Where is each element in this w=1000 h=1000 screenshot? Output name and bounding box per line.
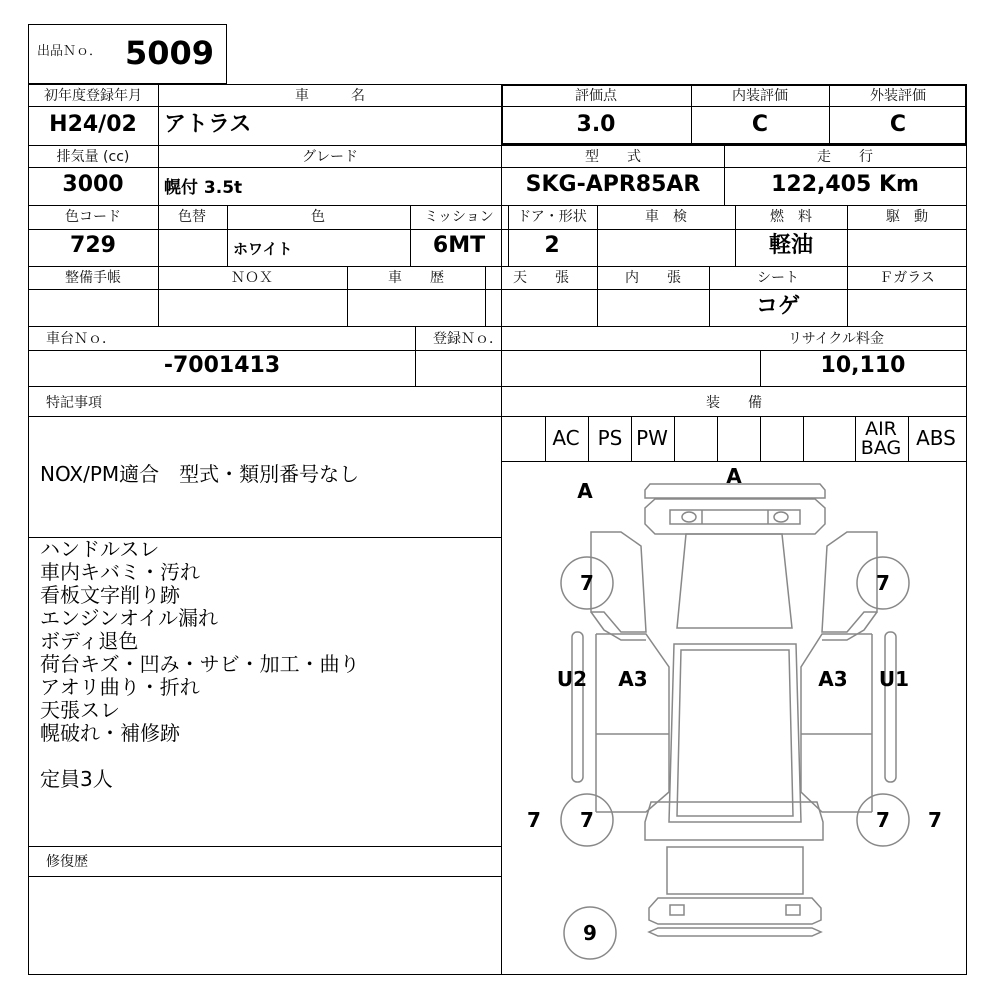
damage-mark: A3 [818, 667, 848, 691]
inspection-label: 車 検 [645, 209, 687, 225]
equipment-airbag: AIR BAG [860, 418, 902, 459]
repair-label: 修復歴 [46, 854, 88, 870]
remarks-line: NOX/PM適合 型式・類別番号なし [40, 462, 360, 486]
first-reg-value: H24/02 [49, 112, 137, 137]
door-label: ドア・形状 [517, 209, 587, 225]
fuel-value: 軽油 [768, 233, 814, 258]
nox-label: ＮＯＸ [231, 270, 273, 286]
chassis-label: 車台Ｎｏ． [46, 331, 116, 347]
equipment-pw: PW [636, 426, 668, 450]
remarks-notes: ハンドルスレ 車内キバミ・汚れ 看板文字削り跡 エンジンオイル漏れ ボディ退色 荷台キズ・凹み・サビ・加工・曲り アオリ曲り・折れ 天張スレ 幌破れ・補修跡 定員3人 [40, 537, 360, 791]
mission-value: 6MT [432, 233, 486, 258]
damage-mark: 7 [876, 808, 890, 832]
equipment-ac: AC [552, 426, 580, 450]
recycle-label: リサイクル料金 [787, 331, 885, 347]
grade-label: グレード [302, 149, 358, 165]
color-code-value: 729 [70, 233, 116, 258]
recycle-value: 10,110 [820, 353, 906, 378]
fglass-label: Ｆガラス [879, 270, 935, 286]
exterior-label: 外装評価 [870, 88, 926, 104]
car-name-value: アトラス [164, 112, 252, 137]
damage-mark: 9 [583, 921, 597, 945]
model-value: SKG-APR85AR [525, 172, 701, 197]
remarks-label: 特記事項 [46, 395, 102, 411]
equipment-abs: ABS [916, 426, 956, 450]
headliner-label: 内 張 [625, 270, 681, 286]
color-change-label: 色替 [178, 209, 206, 225]
chassis-value: -7001413 [163, 353, 281, 378]
displacement-label: 排気量 (cc) [56, 149, 130, 165]
damage-mark: A [726, 464, 742, 488]
mileage-label: 走 行 [817, 149, 873, 165]
exterior-value: C [889, 112, 907, 137]
vehicle-damage-diagram [503, 462, 965, 974]
equipment-label: 装 備 [706, 395, 762, 411]
drive-label: 駆 動 [886, 209, 928, 225]
door-value: 2 [544, 233, 560, 258]
mission-label: ミッション [424, 209, 494, 225]
first-reg-label: 初年度登録年月 [44, 88, 142, 104]
damage-mark: U1 [878, 667, 910, 691]
score-value: 3.0 [576, 112, 616, 137]
sunroof-label: 天 張 [513, 270, 569, 286]
damage-mark: A [577, 479, 593, 503]
damage-mark: A3 [618, 667, 648, 691]
model-label: 型 式 [585, 149, 641, 165]
color-value: ホワイト [233, 240, 293, 258]
interior-value: C [751, 112, 769, 137]
lot-number-label: 出品Ｎｏ． [37, 44, 103, 59]
fuel-label: 燃 料 [770, 209, 812, 225]
mileage-value: 122,405 Km [771, 172, 919, 197]
score-label: 評価点 [575, 88, 617, 104]
damage-mark: 7 [580, 808, 594, 832]
color-code-label: 色コード [65, 209, 121, 225]
registration-label: 登録Ｎｏ． [433, 331, 503, 347]
car-name-label: 車 名 [295, 88, 365, 104]
color-label: 色 [311, 209, 325, 225]
displacement-value: 3000 [62, 172, 124, 197]
damage-mark: 7 [580, 571, 594, 595]
seat-label: シート [757, 270, 799, 286]
history-label: 車 歴 [388, 270, 444, 286]
interior-label: 内装評価 [732, 88, 788, 104]
grade-value: 幌付 3.5t [164, 178, 243, 198]
damage-mark: 7 [876, 571, 890, 595]
seat-value: コゲ [755, 294, 801, 319]
damage-mark: 7 [928, 808, 942, 832]
maintenance-label: 整備手帳 [65, 270, 121, 286]
equipment-ps: PS [597, 426, 623, 450]
lot-number: 5009 [125, 34, 215, 72]
damage-mark: U2 [556, 667, 588, 691]
damage-mark: 7 [527, 808, 541, 832]
